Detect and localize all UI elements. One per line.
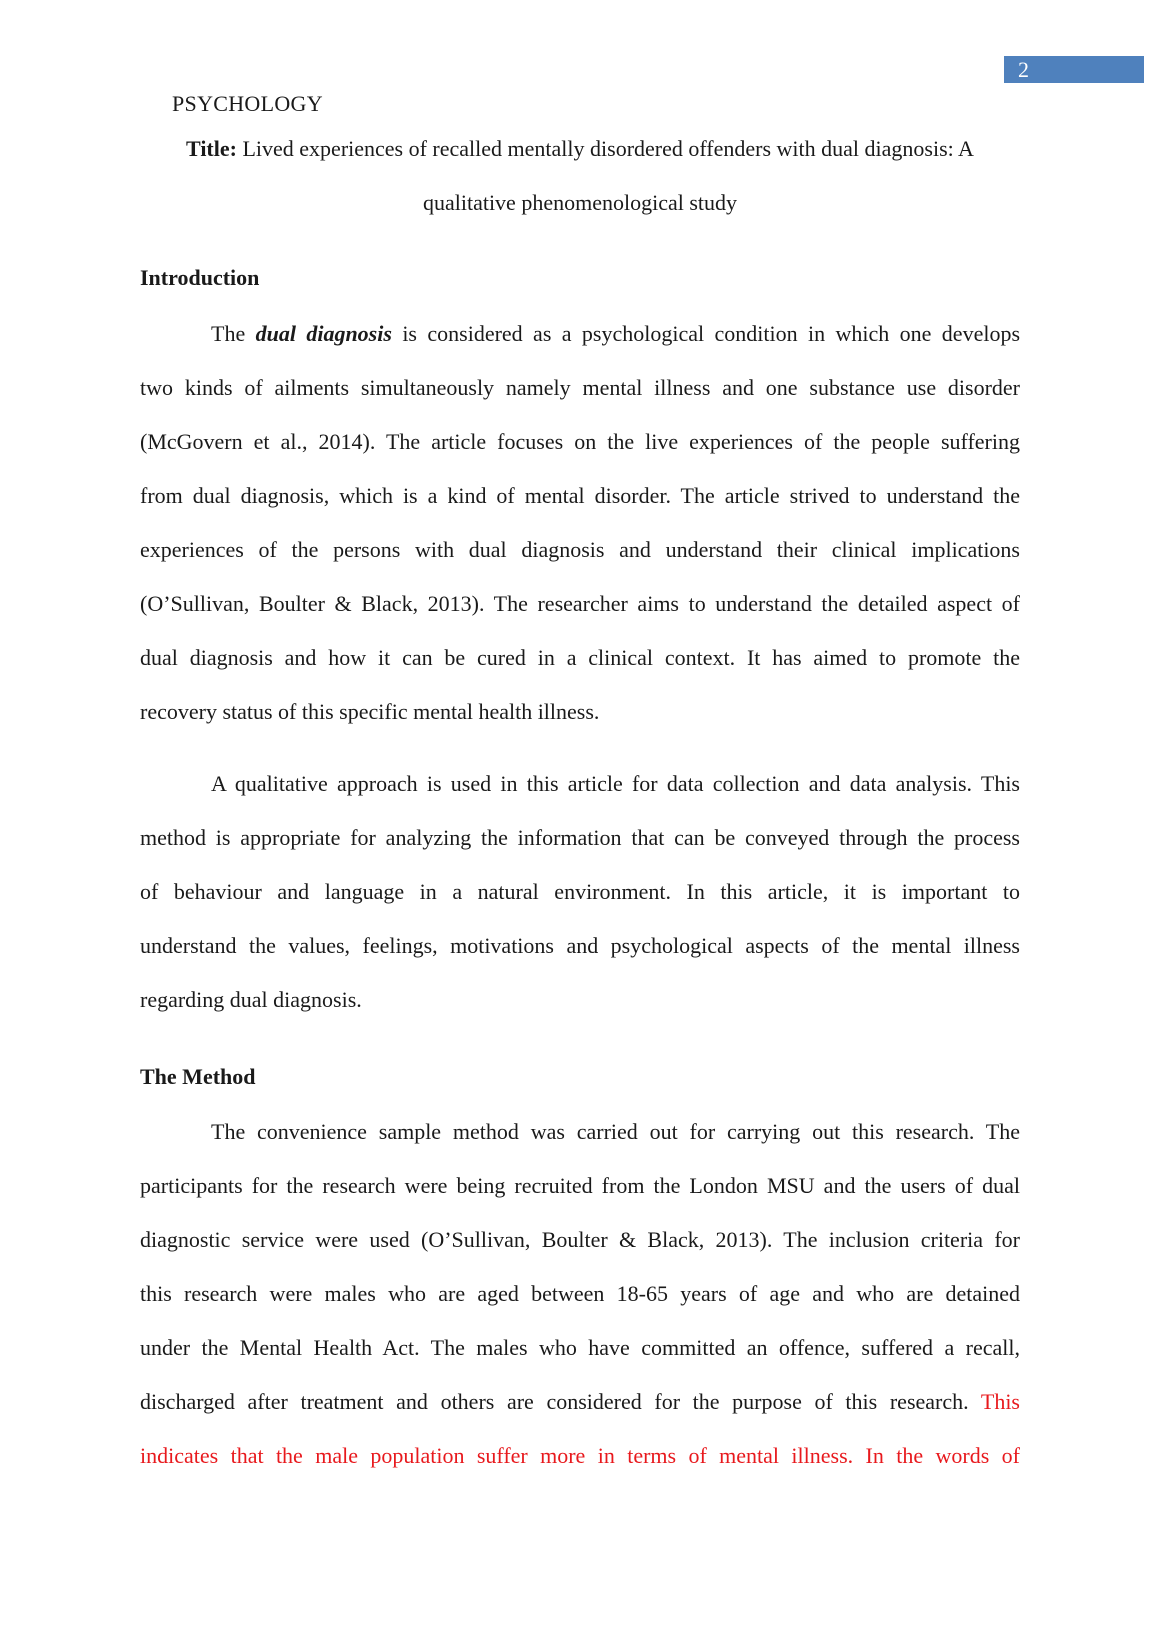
title-text-2: qualitative phenomenological study — [422, 190, 738, 215]
paragraph-line — [140, 1375, 1020, 1429]
paragraph-text: The convenience sample method was carried out for carrying out this research. The — [211, 1119, 1020, 1144]
running-head: PSYCHOLOGY — [172, 91, 323, 116]
paragraph-line: experiences of the persons with dual diagnosis and understand their clinical implications — [140, 537, 1020, 562]
introduction-heading: Introduction — [140, 265, 260, 290]
paragraph-line — [140, 307, 1020, 361]
paragraph-line: method is appropriate for analyzing the information that can be conveyed through the process — [140, 825, 1020, 850]
highlighted-text: This — [980, 1389, 1020, 1414]
paragraph-line: two kinds of ailments simultaneously namely mental illness and one substance use disorder — [140, 375, 1020, 400]
title-line-2 — [140, 190, 1020, 216]
title-label: Title: — [186, 136, 237, 161]
paragraph-line: from dual diagnosis, which is a kind of mental disorder. The article strived to understand the — [140, 483, 1020, 508]
paragraph-line: diagnostic service were used (O’Sullivan, Boulter & Black, 2013). The inclusion criteria for — [140, 1227, 1020, 1252]
paragraph-line: (O’Sullivan, Boulter & Black, 2013). The researcher aims to understand the detailed aspect of — [140, 591, 1020, 616]
title-line-1 — [140, 136, 1020, 162]
dual-diagnosis-term: dual diagnosis — [255, 321, 392, 346]
page-number: 2 — [1004, 56, 1144, 83]
paragraph-line: understand the values, feelings, motivations and psychological aspects of the mental illness — [140, 933, 1020, 958]
highlighted-line: indicates that the male population suffer more in terms of mental illness. In the words of — [140, 1443, 1020, 1468]
paragraph-line — [140, 757, 1020, 811]
method-heading: The Method — [140, 1064, 256, 1089]
paragraph-line — [140, 1105, 1020, 1159]
paragraph-line: of behaviour and language in a natural environment. In this article, it is important to — [140, 879, 1020, 904]
paragraph-line: dual diagnosis and how it can be cured in a clinical context. It has aimed to promote the — [140, 645, 1020, 670]
paragraph-text: A qualitative approach is used in this article for data collection and data analysis. This — [211, 771, 1020, 796]
introduction-paragraph-2 — [140, 757, 1020, 1027]
paragraph-text: is considered as a psychological condition in which one develops — [402, 321, 1021, 346]
word-the: The — [211, 321, 246, 346]
paragraph-line: under the Mental Health Act. The males who have committed an offence, suffered a recall, — [140, 1335, 1020, 1360]
paragraph-line: (McGovern et al., 2014). The article focuses on the live experiences of the people suffering — [140, 429, 1020, 454]
paragraph-line: regarding dual diagnosis. — [140, 987, 362, 1012]
paragraph-text: discharged after treatment and others are considered for the purpose of this research. — [140, 1389, 969, 1414]
introduction-paragraph-1 — [140, 307, 1020, 739]
title-text-1: Lived experiences of recalled mentally disordered offenders with dual diagnosis: A — [242, 136, 974, 161]
paragraph-line: participants for the research were being recruited from the London MSU and the users of dual — [140, 1173, 1020, 1198]
paragraph-line: this research were males who are aged between 18-65 years of age and who are detained — [140, 1281, 1020, 1306]
method-paragraph-1 — [140, 1105, 1020, 1483]
paragraph-line: recovery status of this specific mental health illness. — [140, 699, 600, 724]
